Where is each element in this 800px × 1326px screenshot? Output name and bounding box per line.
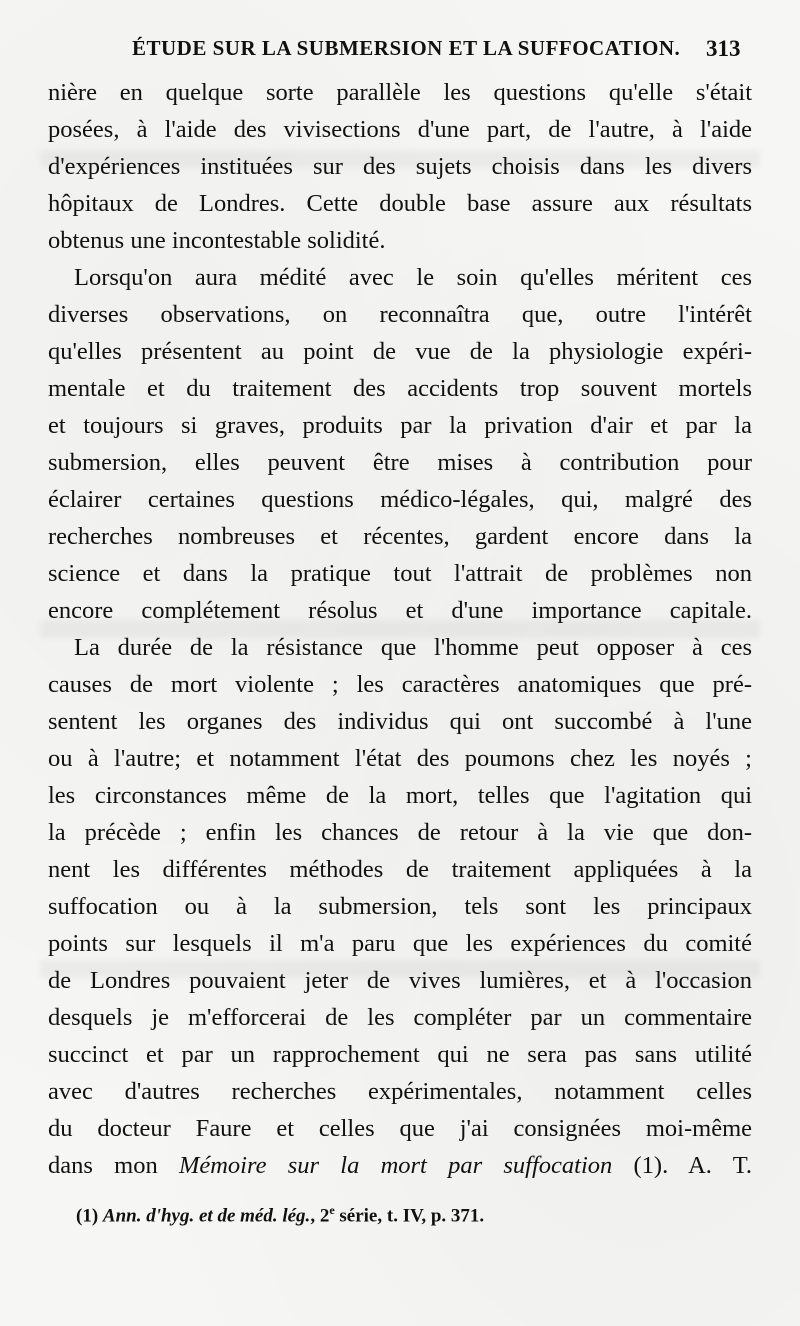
text-line: sentent les organes des individus qui ont succombé à l'une bbox=[48, 708, 752, 735]
text-line: encore complétement résolus et d'une importance capitale. bbox=[48, 597, 752, 624]
text-line: points sur lesquels il m'a paru que les expériences du comité bbox=[48, 930, 752, 957]
text-line: causes de mort violente ; les caractères anatomiques que pré- bbox=[48, 671, 752, 698]
text-line: ou à l'autre; et notamment l'état des poumons chez les noyés ; bbox=[48, 745, 752, 772]
text-line: diverses observations, on reconnaîtra que, outre l'intérêt bbox=[48, 301, 752, 328]
footnote-series-sup: e bbox=[329, 1203, 335, 1217]
text-line: de Londres pouvaient jeter de vives lumières, et à l'occasion bbox=[48, 967, 752, 994]
body-text bbox=[48, 74, 752, 1184]
text-line: Lorsqu'on aura médité avec le soin qu'elles méritent ces bbox=[74, 264, 752, 291]
page-number: 313 bbox=[706, 36, 741, 61]
closing-line bbox=[48, 1147, 752, 1184]
text-line: recherches nombreuses et récentes, gardent encore dans la bbox=[48, 523, 752, 550]
text-line: la précède ; enfin les chances de retour à la vie que don- bbox=[48, 819, 752, 846]
footnote-marker: (1) bbox=[76, 1205, 99, 1227]
running-title: ÉTUDE SUR LA SUBMERSION ET LA SUFFOCATION. bbox=[132, 36, 681, 60]
text-line: mentale et du traitement des accidents trop souvent mortels bbox=[48, 375, 752, 402]
text-line: du docteur Faure et celles que j'ai consignées moi-même bbox=[48, 1115, 752, 1142]
text-line: avec d'autres recherches expérimentales, notamment celles bbox=[48, 1078, 752, 1105]
footnote-journal: Ann. d'hyg. et de méd. lég. bbox=[102, 1205, 311, 1227]
text-line: nière en quelque sorte parallèle les questions qu'elle s'était bbox=[48, 79, 752, 106]
footnote-series-number: 2 bbox=[319, 1205, 330, 1227]
text-line: submersion, elles peuvent être mises à contribution pour bbox=[48, 449, 752, 476]
text-line: La durée de la résistance que l'homme peut opposer à ces bbox=[74, 634, 752, 661]
footnote-reference: (1). bbox=[612, 1152, 669, 1179]
footnote-series-text: série, t. IV, p. 371. bbox=[334, 1205, 485, 1227]
text-line: succinct et par un rapprochement qui ne sera pas sans utilité bbox=[48, 1041, 752, 1068]
text-line: obtenus une incontestable solidité. bbox=[48, 227, 386, 254]
text-line: éclairer certaines questions médico-légales, qui, malgré des bbox=[48, 486, 752, 513]
text-line: suffocation ou à la submersion, tels sont les principaux bbox=[48, 893, 752, 920]
text-line: posées, à l'aide des vivisections d'une part, de l'autre, à l'aide bbox=[48, 116, 752, 143]
closing-line-prefix: dans mon bbox=[48, 1152, 179, 1179]
page-header bbox=[0, 36, 800, 70]
text-line: nent les différentes méthodes de traitement appliquées à la bbox=[48, 856, 752, 883]
footnote: (1) Ann. d'hyg. et de méd. lég., 2e série, t. IV, p. 371. bbox=[76, 1203, 485, 1227]
author-signature: A. T. bbox=[688, 1152, 752, 1179]
text-line: science et dans la pratique tout l'attrait de problèmes non bbox=[48, 560, 752, 587]
text-line: et toujours si graves, produits par la privation d'air et par la bbox=[48, 412, 752, 439]
text-line: qu'elles présentent au point de vue de la physiologie expéri- bbox=[48, 338, 752, 365]
memoir-title: Mémoire sur la mort par suffocation bbox=[178, 1152, 613, 1179]
text-line: les circonstances même de la mort, telles que l'agitation qui bbox=[48, 782, 752, 809]
text-line: desquels je m'efforcerai de les compléter par un commentaire bbox=[48, 1004, 752, 1031]
text-line: hôpitaux de Londres. Cette double base assure aux résultats bbox=[48, 190, 752, 217]
text-line: d'expériences instituées sur des sujets choisis dans les divers bbox=[48, 153, 752, 180]
